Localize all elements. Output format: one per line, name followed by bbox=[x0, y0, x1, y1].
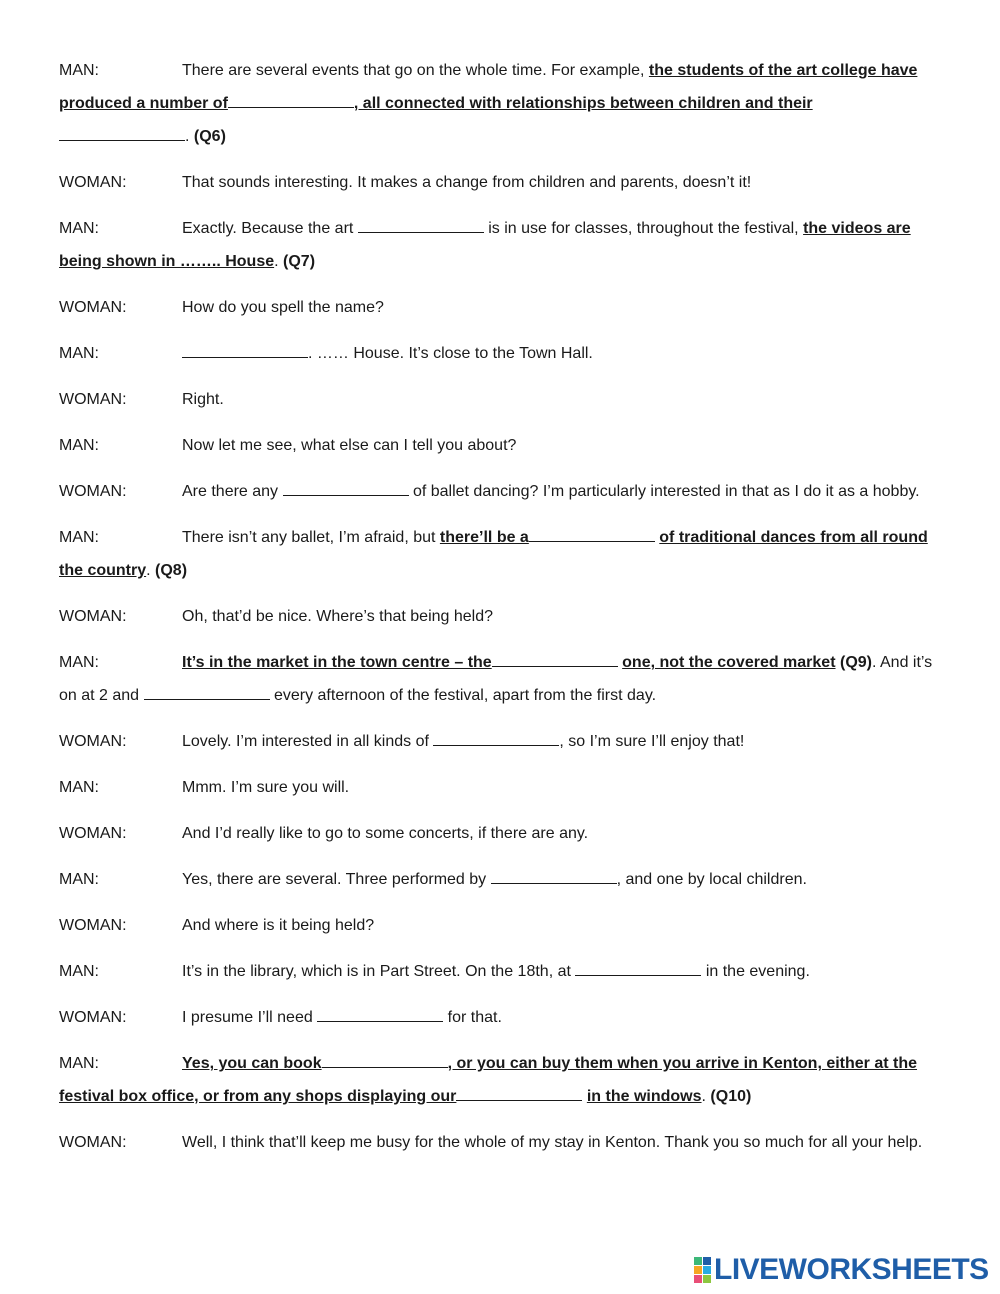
speaker-label: WOMAN: bbox=[59, 299, 127, 316]
speaker-label: MAN: bbox=[59, 779, 99, 796]
dialogue-turn: MAN: Exactly. Because the art is in use for classes, throughout the festival, the videos are being shown in …….. House. (Q7) bbox=[59, 212, 949, 278]
dialogue-turn: MAN: Yes, there are several. Three performed by , and one by local children. bbox=[59, 863, 949, 896]
speaker-label: MAN: bbox=[59, 871, 99, 888]
dialogue-turn: MAN: There are several events that go on the whole time. For example, the students of the art college have produced a number of , all connected with relationships between children and their . (Q6) bbox=[59, 54, 949, 153]
dialogue-turn: MAN: It’s in the market in the town centre – the one, not the covered market (Q9). And it’s on at 2 and every afternoon of the festival, apart from the first day. bbox=[59, 646, 949, 712]
speaker-label: MAN: bbox=[59, 963, 99, 980]
question-number: (Q6) bbox=[193, 128, 226, 145]
speaker-label: MAN: bbox=[59, 62, 99, 79]
answer-blank[interactable] bbox=[491, 869, 617, 884]
dialogue-turn: WOMAN: Lovely. I’m interested in all kinds of , so I’m sure I’ll enjoy that! bbox=[59, 725, 949, 758]
dialogue-turn: WOMAN: How do you spell the name? bbox=[59, 291, 949, 324]
dialogue-turn: MAN: Mmm. I’m sure you will. bbox=[59, 771, 949, 804]
speaker-label: WOMAN: bbox=[59, 174, 127, 191]
speaker-label: WOMAN: bbox=[59, 483, 127, 500]
speaker-label: WOMAN: bbox=[59, 917, 127, 934]
dialogue-turn: WOMAN: Are there any of ballet dancing? I’m particularly interested in that as I do it as a hobby. bbox=[59, 475, 949, 508]
question-number: (Q8) bbox=[155, 562, 188, 579]
dialogue-turn: MAN: There isn’t any ballet, I’m afraid, but there’ll be a of traditional dances from all round the country. (Q8) bbox=[59, 521, 949, 587]
speaker-label: WOMAN: bbox=[59, 733, 127, 750]
answer-blank[interactable] bbox=[322, 1053, 448, 1068]
question-number: (Q7) bbox=[283, 253, 316, 270]
answer-blank[interactable] bbox=[492, 652, 618, 667]
answer-blank[interactable] bbox=[456, 1086, 582, 1101]
answer-blank[interactable] bbox=[358, 218, 484, 233]
answer-blank[interactable] bbox=[575, 961, 701, 976]
answer-blank[interactable] bbox=[283, 481, 409, 496]
answer-blank[interactable] bbox=[144, 685, 270, 700]
answer-blank[interactable] bbox=[433, 731, 559, 746]
speaker-label: WOMAN: bbox=[59, 608, 127, 625]
question-number: (Q10) bbox=[710, 1088, 752, 1105]
speaker-label: WOMAN: bbox=[59, 825, 127, 842]
dialogue-turn: WOMAN: Well, I think that’ll keep me busy for the whole of my stay in Kenton. Thank you so much for all your help. bbox=[59, 1126, 949, 1159]
speaker-label: MAN: bbox=[59, 437, 99, 454]
dialogue-turn: WOMAN: I presume I’ll need for that. bbox=[59, 1001, 949, 1034]
liveworksheets-logo-icon bbox=[694, 1257, 711, 1283]
speaker-label: MAN: bbox=[59, 220, 99, 237]
logo-text: LIVEWORKSHEETS bbox=[714, 1253, 989, 1286]
speaker-label: WOMAN: bbox=[59, 1134, 127, 1151]
dialogue-turn: WOMAN: And where is it being held? bbox=[59, 909, 949, 942]
answer-blank[interactable] bbox=[529, 527, 655, 542]
liveworksheets-logo bbox=[694, 1253, 989, 1286]
dialogue-turn: WOMAN: Oh, that’d be nice. Where’s that being held? bbox=[59, 600, 949, 633]
answer-blank[interactable] bbox=[228, 93, 354, 108]
dialogue-turn: MAN: Yes, you can book , or you can buy them when you arrive in Kenton, either at the festival box office, or from any shops displaying our in the windows. (Q10) bbox=[59, 1047, 949, 1113]
dialogue-turn: MAN: . …… House. It’s close to the Town Hall. bbox=[59, 337, 949, 370]
speaker-label: WOMAN: bbox=[59, 391, 127, 408]
dialogue-turn: WOMAN: Right. bbox=[59, 383, 949, 416]
dialogue-turn: MAN: It’s in the library, which is in Part Street. On the 18th, at in the evening. bbox=[59, 955, 949, 988]
answer-blank[interactable] bbox=[317, 1007, 443, 1022]
answer-blank[interactable] bbox=[59, 126, 185, 141]
question-number: (Q9) bbox=[839, 654, 872, 671]
speaker-label: WOMAN: bbox=[59, 1009, 127, 1026]
transcript bbox=[59, 54, 949, 1172]
speaker-label: MAN: bbox=[59, 654, 99, 671]
speaker-label: MAN: bbox=[59, 345, 99, 362]
dialogue-turn: WOMAN: That sounds interesting. It makes a change from children and parents, doesn’t it! bbox=[59, 166, 949, 199]
answer-blank[interactable] bbox=[182, 343, 308, 358]
speaker-label: MAN: bbox=[59, 1055, 99, 1072]
speaker-label: MAN: bbox=[59, 529, 99, 546]
dialogue-turn: WOMAN: And I’d really like to go to some concerts, if there are any. bbox=[59, 817, 949, 850]
dialogue-turn: MAN: Now let me see, what else can I tell you about? bbox=[59, 429, 949, 462]
